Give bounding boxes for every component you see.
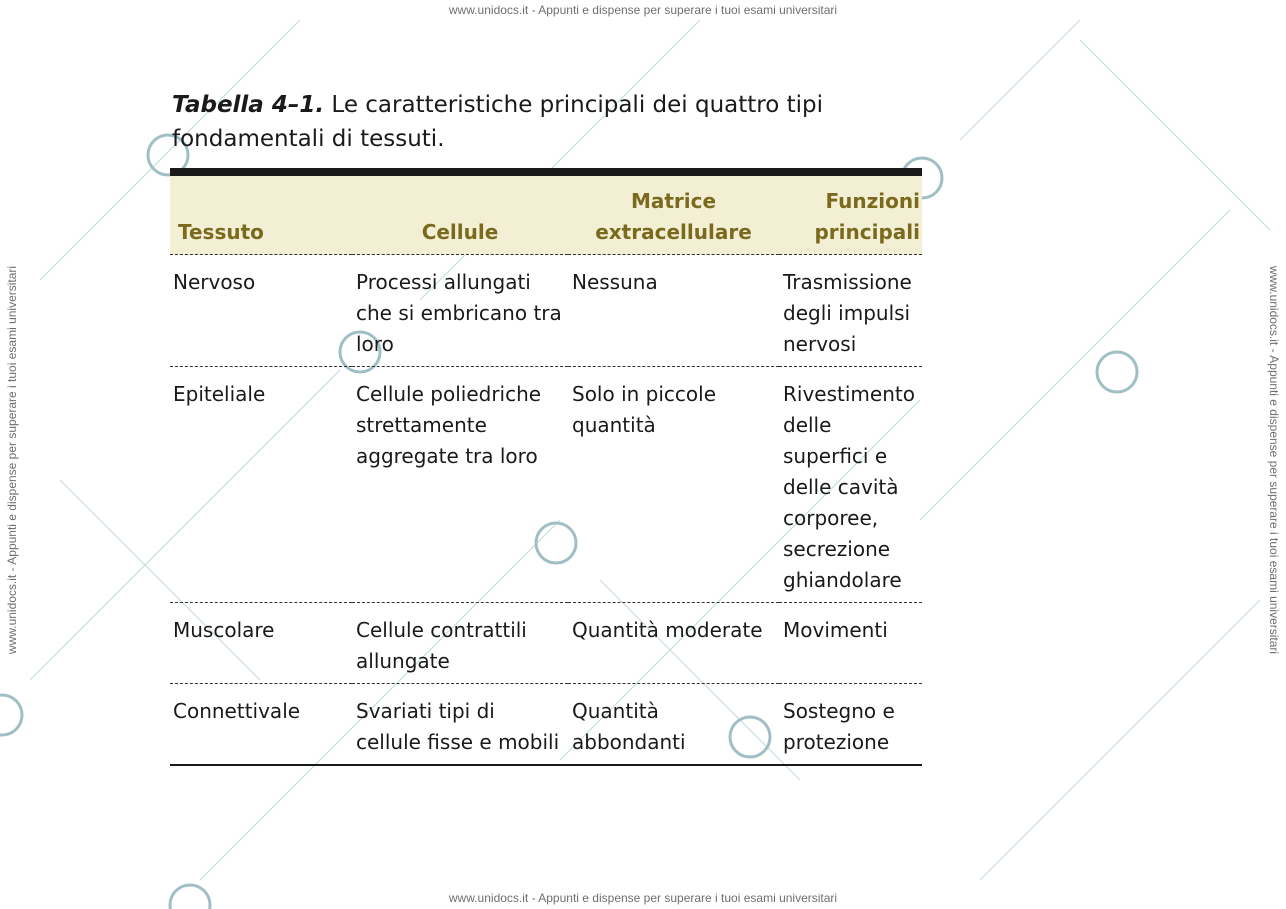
header-cellule: Cellule <box>352 172 568 255</box>
cell-cellule: Cellule contrattili allungate <box>352 603 568 684</box>
cell-funzioni: Movimenti <box>779 603 922 684</box>
tissue-table <box>170 168 922 766</box>
table-caption <box>172 88 892 156</box>
cell-cellule: Cellule poliedriche strettamente aggregate tra loro <box>352 367 568 603</box>
cell-funzioni: Sostegno e protezione <box>779 684 922 766</box>
table-caption-text: Le caratteristiche principali dei quattro tipi fondamentali di tessuti. <box>172 92 824 152</box>
cell-matrice: Quantità moderate <box>568 603 779 684</box>
cell-funzioni: Trasmissione degli impulsi nervosi <box>779 255 922 367</box>
table-row <box>170 684 922 766</box>
table-caption-label: Tabella 4–1. <box>172 92 325 118</box>
cell-matrice: Solo in piccole quantità <box>568 367 779 603</box>
cell-cellule: Processi allungati che si embricano tra loro <box>352 255 568 367</box>
tissue-table-container <box>170 168 922 766</box>
cell-tessuto: Epiteliale <box>170 367 352 603</box>
cell-tessuto: Connettivale <box>170 684 352 766</box>
cell-funzioni: Rivestimento delle superfici e delle cavità corporee, secrezione ghiandolare <box>779 367 922 603</box>
watermark-left-text: www.unidocs.it - Appunti e dispense per superare i tuoi esami universitari <box>5 265 19 655</box>
header-tessuto: Tessuto <box>170 172 352 255</box>
watermark-right-text: www.unidocs.it - Appunti e dispense per superare i tuoi esami universitari <box>1267 265 1281 655</box>
watermark-bottom-text: www.unidocs.it - Appunti e dispense per superare i tuoi esami universitari <box>448 891 838 905</box>
cell-tessuto: Nervoso <box>170 255 352 367</box>
header-funzioni: Funzioni principali <box>779 172 922 255</box>
table-row <box>170 603 922 684</box>
watermark-top-text: www.unidocs.it - Appunti e dispense per superare i tuoi esami universitari <box>448 3 838 17</box>
cell-cellule: Svariati tipi di cellule fisse e mobili <box>352 684 568 766</box>
table-header-row <box>170 172 922 255</box>
table-row <box>170 367 922 603</box>
header-matrice: Matrice extracellulare <box>568 172 779 255</box>
table-row <box>170 255 922 367</box>
cell-matrice: Nessuna <box>568 255 779 367</box>
cell-matrice: Quantità abbondanti <box>568 684 779 766</box>
cell-tessuto: Muscolare <box>170 603 352 684</box>
